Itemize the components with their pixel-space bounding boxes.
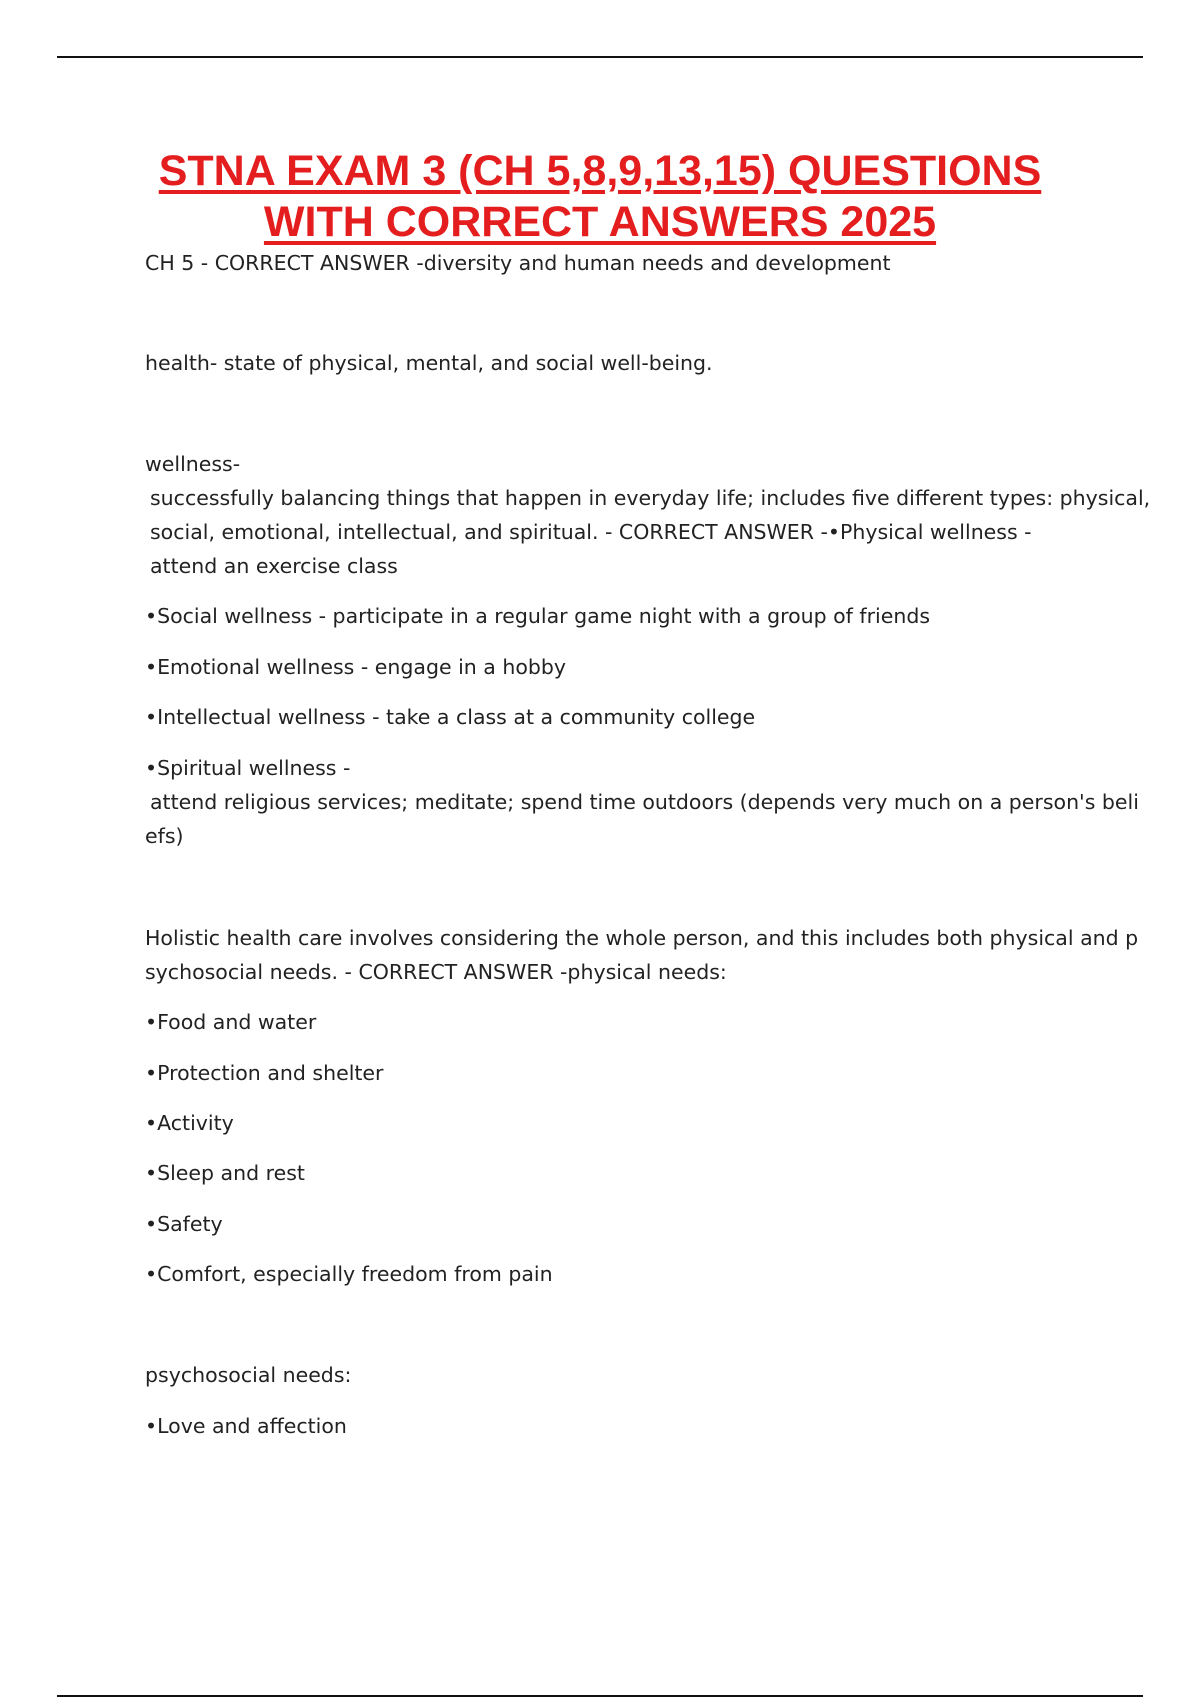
list-item-safety: •Safety (145, 1212, 223, 1236)
wellness-term-line: wellness- (145, 452, 241, 476)
holistic-care-line-1: Holistic health care involves considering the whole person, and this includes both physical and p (145, 926, 1139, 950)
list-item-spiritual-wellness: •Spiritual wellness - (145, 756, 351, 780)
wellness-definition-line-3: attend an exercise class (150, 554, 398, 578)
spiritual-wellness-line-3: efs) (145, 824, 184, 848)
health-definition-line: health- state of physical, mental, and social well-being. (145, 351, 713, 375)
psychosocial-needs-heading: psychosocial needs: (145, 1363, 352, 1387)
spiritual-wellness-line-2: attend religious services; meditate; spend time outdoors (depends very much on a person's beli (150, 790, 1139, 814)
list-item-sleep-rest: •Sleep and rest (145, 1161, 305, 1185)
title-line-1: STNA EXAM 3 (CH 5,8,9,13,15) QUESTIONS (158, 147, 1042, 195)
wellness-definition-line-1: successfully balancing things that happen in everyday life; includes five different types: physical, (150, 486, 1151, 510)
list-item-love-affection: •Love and affection (145, 1414, 347, 1438)
list-item-social-wellness: •Social wellness - participate in a regular game night with a group of friends (145, 604, 931, 628)
holistic-care-line-2: sychosocial needs. - CORRECT ANSWER -physical needs: (145, 960, 727, 984)
top-rule (57, 56, 1143, 58)
wellness-definition-line-2: social, emotional, intellectual, and spiritual. - CORRECT ANSWER -•Physical wellness - (150, 520, 1032, 544)
list-item-comfort: •Comfort, especially freedom from pain (145, 1262, 553, 1286)
ch5-heading-line: CH 5 - CORRECT ANSWER -diversity and human needs and development (145, 251, 891, 275)
document-title (100, 146, 1100, 248)
list-item-protection-shelter: •Protection and shelter (145, 1061, 384, 1085)
list-item-activity: •Activity (145, 1111, 234, 1135)
title-line-2: WITH CORRECT ANSWERS 2025 (263, 198, 937, 246)
list-item-food-water: •Food and water (145, 1010, 317, 1034)
list-item-emotional-wellness: •Emotional wellness - engage in a hobby (145, 655, 567, 679)
list-item-intellectual-wellness: •Intellectual wellness - take a class at a community college (145, 705, 756, 729)
bottom-rule (57, 1695, 1143, 1697)
